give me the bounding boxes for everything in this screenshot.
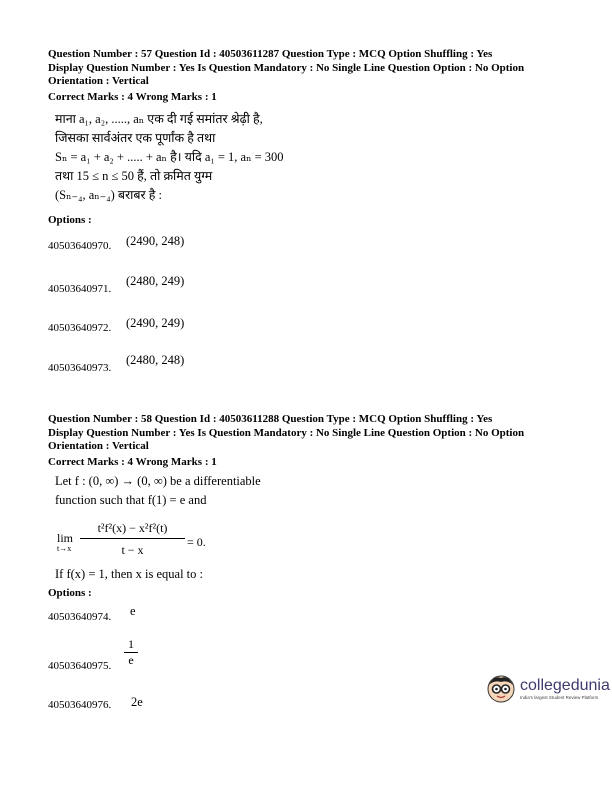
q57-text-line5: (Sₙ₋₄, aₙ₋₄) बराबर है :: [55, 188, 163, 202]
q57-header-line3: Orientation : Vertical: [48, 75, 149, 87]
q57-option-id: 40503640973.: [48, 362, 112, 374]
q57-options-label: Options :: [48, 214, 92, 226]
q57-text-line2: जिसका सार्वअंतर एक पूर्णांक है तथा: [55, 131, 216, 145]
brand-name: collegedunia: [520, 676, 610, 694]
q58-option-value[interactable]: 2e: [131, 695, 143, 709]
limit-subscript: t→x: [57, 544, 72, 553]
limit-operator: lim: [57, 531, 74, 545]
q58-question-text: [55, 472, 261, 510]
q57-option-value[interactable]: (2480, 248): [126, 353, 185, 367]
q57-text-line3: Sₙ = a₁ + a₂ + ..... + aₙ है। यदि a₁ = 1, aₙ = 300: [55, 150, 284, 164]
q57-header-line1: Question Number : 57 Question Id : 40503611287 Question Type : MCQ Option Shuffling : Yes: [48, 48, 493, 60]
q58-header: [48, 413, 578, 454]
fraction-numerator: t²f²(x) − x²f²(t): [97, 521, 168, 535]
limit-fraction: [80, 521, 185, 558]
q58-text-line1: Let f : (0, ∞) → (0, ∞) be a differentiable: [55, 474, 261, 488]
q58-option-fraction[interactable]: [124, 637, 138, 668]
q58-text-line3: If f(x) = 1, then x is equal to :: [55, 567, 203, 581]
q57-option-id: 40503640972.: [48, 322, 112, 334]
q58-option-value[interactable]: e: [130, 604, 136, 618]
q57-text-line4: तथा 15 ≤ n ≤ 50 हैं, तो क्रमित युग्म: [55, 169, 213, 183]
brand-tagline: India's largest Student Review Platform: [520, 694, 599, 700]
collegedunia-logo: [486, 674, 610, 704]
q58-header-line2: Display Question Number : Yes Is Question Mandatory : No Single Line Question Option : No Option: [48, 426, 525, 439]
fraction-numerator: 1: [128, 637, 134, 651]
q58-options-label: Options :: [48, 587, 92, 599]
limit-equals: = 0.: [187, 535, 206, 549]
q57-text-line1: माना a₁, a₂, ....., aₙ एक दी गई समांतर श्रेढ़ी है,: [55, 112, 263, 126]
q58-header-line3: Orientation : Vertical: [48, 440, 149, 452]
q57-option-id: 40503640970.: [48, 240, 112, 252]
q57-header: [48, 48, 578, 89]
q57-option-id: 40503640971.: [48, 283, 112, 295]
q57-option-value[interactable]: (2490, 249): [126, 316, 185, 330]
mascot-icon: [486, 674, 516, 704]
q58-header-line1: Question Number : 58 Question Id : 40503611288 Question Type : MCQ Option Shuffling : Yes: [48, 413, 493, 425]
q58-option-id: 40503640975.: [48, 660, 112, 672]
q58-text-line2: function such that f(1) = e and: [55, 493, 207, 507]
q58-option-id: 40503640974.: [48, 611, 112, 623]
fraction-denominator: e: [128, 653, 134, 667]
q57-option-value[interactable]: (2480, 249): [126, 274, 185, 288]
q58-marks: Correct Marks : 4 Wrong Marks : 1: [48, 456, 217, 468]
q57-question-text: [55, 110, 284, 205]
q57-header-line2: Display Question Number : Yes Is Question Mandatory : No Single Line Question Option : No Option: [48, 61, 525, 74]
fraction-denominator: t − x: [121, 543, 144, 557]
q58-option-id: 40503640976.: [48, 699, 112, 711]
q57-marks: Correct Marks : 4 Wrong Marks : 1: [48, 91, 217, 103]
q57-option-value[interactable]: (2490, 248): [126, 234, 185, 248]
